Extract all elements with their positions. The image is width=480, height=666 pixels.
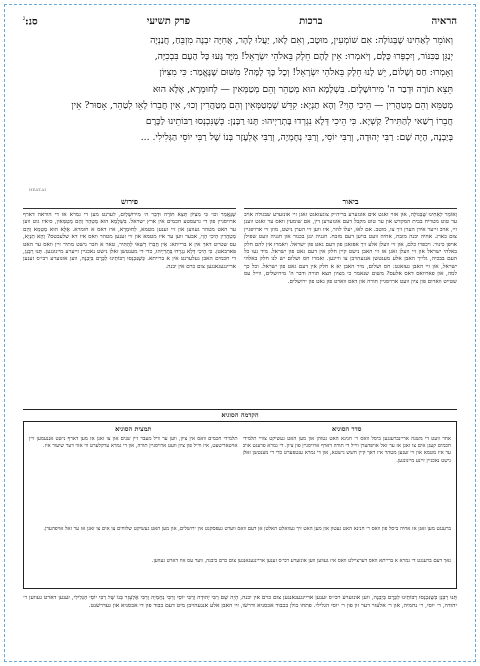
document-page — [4, 4, 476, 662]
perush-title: פירוש — [23, 197, 236, 209]
mishnah-line: וְאוֹמֵר לְאַחִינוּ שֶׁבְּגוֹלָה: אִם שׁוֹמְעִין, מוּטָב, וְאִם לָאו, יַעֲלוּ לָהָר, אֲחִיָּה יִבְנֶה מִזְבֵּחַ, חֲנַנְיָה — [150, 35, 453, 46]
watermark-note: HEAT.AI — [29, 187, 46, 192]
perush-column — [23, 197, 236, 407]
mishnah-line: בְּיַבְנֶה, הָיָה שָׁם: רַבִּי יְהוּדָה, וְרַבִּי יוֹסֵי, וְרַבִּי נְחֶמְיָה, וְרַבִּי אֶלְעָזָר בְּנוֹ שֶׁל רַבִּי יוֹסֵי הַגְּלִילִי. ... — [140, 132, 453, 144]
intro-box — [23, 421, 457, 589]
header-center: פרק תשיעי — [146, 16, 191, 28]
mishnah-line: חֲבֵרוֹ רְשַׁאי לְהַתִּיר? קַשְׁיָא. כִּי הֵיכִי דְּלָא נִגְרְדוּ בָּתְרַיְיהוּ: תָּנוּ רַבָּנַן: כְּשֶׁנִּכְנְסוּ רַבּוֹתֵינוּ לַכֶּרֶם — [145, 116, 453, 128]
intro-paragraph: נאך דעם ברענגט די גמרא א ברייתא וואס דערציילט וואס איז געווען ווען אונזערע רבי׳ס זענען אריינגעגאנגען צום כרם ביבנה, ווער עס איז דארט געווען. — [151, 558, 451, 564]
biur-column — [244, 197, 457, 407]
intro-summary-text: תלמידי חכמים וואס אין ציון, ווען ער וויל מעבר זיין שנים און צו זאגן אז מען דארף נישט אננעמען זיין אויטאריטעט, איז ווייל פון ציון וועט ארויסגיין תורה, און די גמרא ערקלערט ווי אזוי דער שיעור איז. — [29, 436, 238, 450]
header-page-number: סנ: — [25, 16, 38, 28]
mishnah-line: וְאָמְרוּ: חַס וְשָׁלוֹם, יֵשׁ לָנוּ חֵלֶק בֵּאלֹהֵי יִשְׂרָאֵל! וְכָל כָּךְ לָמָּה? מִשּׁוּם שֶׁנֶּאֱמַר: כִּי מִצִּיּוֹן — [159, 67, 453, 79]
intro-paragraph: ברענגט מען זאגן אז אחיה ביסל פון וואס ר׳ חנינא האט געטון און מען האט זיך געוואלט האלטן אן דעם וואס ווערט געפסקנט אין ירושלים, און מען האט געשיקט שלוחים צו אים צו זאגן אז ער זאל אויפהערן. — [43, 526, 451, 532]
mishnah-text-block — [27, 33, 453, 183]
header-footnote-mark: ג — [23, 15, 25, 22]
intro-summary-title: תמצית הסוגיא — [115, 425, 152, 433]
mishnah-line: תֵּצֵא תוֹרָה וּדְבַר ה' מִירוּשָׁלָיִם. בִּשְׁלָמָא הוּא מְטַהֵר וְהֵם מְטַמְּאִין — לְחוּמְרָא, אֶלָּא הוּא — [152, 83, 453, 95]
commentary-columns — [23, 197, 457, 407]
intro-section-heading: הקדמה הסוגיא — [23, 409, 457, 419]
intro-order-title: סדר הסוגיא — [332, 425, 362, 433]
bottom-commentary: תָּנוּ רַבָּנַן כְּשֶׁנִּכְנְסוּ רַבּוֹתֵינוּ לַכֶּרֶם בְּיַבְנֶה, ווען אונזערע רבי׳ס זענען אריינגעגאנגען צום כרם אין יבנה, הָיָה שָׁם רַבִּי יְהוּדָה וְרַבִּי יוֹסֵי וְרַבִּי נְחֶמְיָה וְרַבִּי אֶלְעָזָר בְּנוֹ שֶׁל רַבִּי יוֹסֵי הַגְּלִילִי, זענען דארט געווען ר׳ יהודה, ר׳ יוסי, ר׳ נחמיה, און ר׳ אלעזר דער זון פון ר׳ יוסי הגלילי. פתחו כולן בכבוד אכסניא ודרשו, זיי האבן אלע אנגעהויבן מיט דעם כבוד פון די אכסניא און געדרשנט. — [23, 595, 457, 609]
biur-title: ביאור — [244, 197, 457, 209]
intro-order-text: אחר וועט די משנה אריינברענגען ביסל וואס ר׳ חנינא האט גטוהן און מען האט געשיקט צוויי תלמידי חכמים קעגן אים צו זאגן אז ער זאל אויפהערן ווייל די תורה דארף ארויסגיין פון ציון. די גמרא פרעגט אויב ער איז מטמא און זיי זענען מטהר איז דאך קיין חשש נישטא, און די גמרא ענטפערט כדי די מענטשן זאלן נישט נאכגיין זיינע מיינונגען. — [242, 436, 451, 464]
page-header — [23, 15, 457, 29]
perush-text: שֶׁנֶּאֱמַר וכו׳ כִּי מִצִּיּוֹן תֵּצֵא תּוֹרָה וּדְבַר ה׳ מִירוּשָׁלָיִם, לערנט מען די גמרא אז די הוראה דארף ארויסגיין פון די גרעסטע חכמים אין ארץ ישראל. בִּשְׁלָמָא הוּא מְטַהֵר וְהֵם מְטַמְּאִין, ס׳איז גוט ווען ער האט מטהר געווען און זיי זענען מטמא, לְחוּמְרָא, איז דאס א חומרא. אֶלָּא הוּא מְטַמֵּא וְהֵם מְטַהֲרִין הֵיכִי הָוֵי, אבער ווען ער איז מטמא און זיי זענען מטהר וואס איז דא שלעכטס? וְהָא תַנְיָא, עס שטייט דאך אין א ברייתא: אֵין חֲבֵרוֹ רְשַׁאי לְהַתִּיר, טאר א חבר נישט מתיר זיין וואס ער האט פארבאטן. כִּי הֵיכִי דְּלָא נִגְרְדוּ בָּתְרַיְיהוּ, כדי די מענטשן זאלן נישט נאכגיין זייערע מיינונגען. תָּנוּ רַבָּנַן, די חכמים האבן געלערנט אין א ברייתא. כְּשֶׁנִּכְנְסוּ רַבּוֹתֵינוּ לַכֶּרֶם בְּיַבְנֶה, ווען אונזערע רבי׳ס זענען אריינגעגאנגען צום כרם אין יבנה. — [23, 212, 236, 270]
header-left — [23, 15, 38, 27]
mishnah-line: מְטַמֵּא וְהֵם מְטַהֲרִין — הֵיכִי הָוֵי? וְהָא תַנְיָא: קִדֵּשׁ שֶׁמְטַמְּאִין וְהֵם מְטַהֲרִין וְכוּ׳, אֵין חֲבֵרוֹ לָאֵו לְטַהֵר, אָסוּר? אֵין — [71, 99, 453, 111]
biur-text: וְאוֹמֵר לְאַחִינוּ שֶׁבְּגוֹלָה, אוּן אזוי זאגט אים אונזערע בריה״ק צוגעזאגט זאגן זיי אונזערע שבגולה אויב ער טוט מטריח בבית המקדש און ער טוט מקבל דעם אונזערען דין, אם שומעין וואס ער זאגט ווענן זיי, אויב זייער אידן הערן זיך צו, מוטב. אם לאו, יעלו להר, איז ווען זיי הערן נישט, מוזן זיי ארויפגיין צום בארג. אחיה יבנה מזבח, אחיה וועט בויען דעם מזבח. חנניה ינגן בכנור און חנניה וועט שפילן אויפן כינור. ויכפרו כלם, און זיי וועלן אלע זיך אפזאגן פון דעם גאט פון ישראל. ויאמרו אין להם חלק באלהי ישראל און זיי וועלן זאגן אז זיי האבן נישט קיין חלק אין דעם גאט פון ישראל. מיד געו כל העם בבכיה, גלייך האבן אלע מענטשן אנגעהויבן צו וויינען. ואמרו חס ושלום יש לנו חלק באלהי ישראל, און זיי האבן געזאגט: חס ושלום, מיר האבן יא א חלק אין דעם גאט פון ישראל. וכל כך למה, און פארוואס דאס אלעס? משום שנאמר כי מציון תצא תורה ודבר ה' מירושלים, ווייל עס שטייט ווארום פון ציון וועט ארויסגיין תורה און דאס ווארט פון גאט פון ירושלים. — [244, 212, 457, 285]
mishnah-line: יְנַגֵּן בַּכִּנּוֹר, וְיִכְפְּרוּ כֻּלָּם, וְיֹאמְרוּ: אֵין לָהֶם חֵלֶק בֵּאלֹהֵי יִשְׂרָאֵל! מִיָּד גָּעוּ כָּל הָעָם בִּבְכִיָּה, — [154, 51, 453, 63]
header-right: ברכות — [299, 16, 323, 28]
header-far-right: הראיה — [431, 16, 457, 28]
